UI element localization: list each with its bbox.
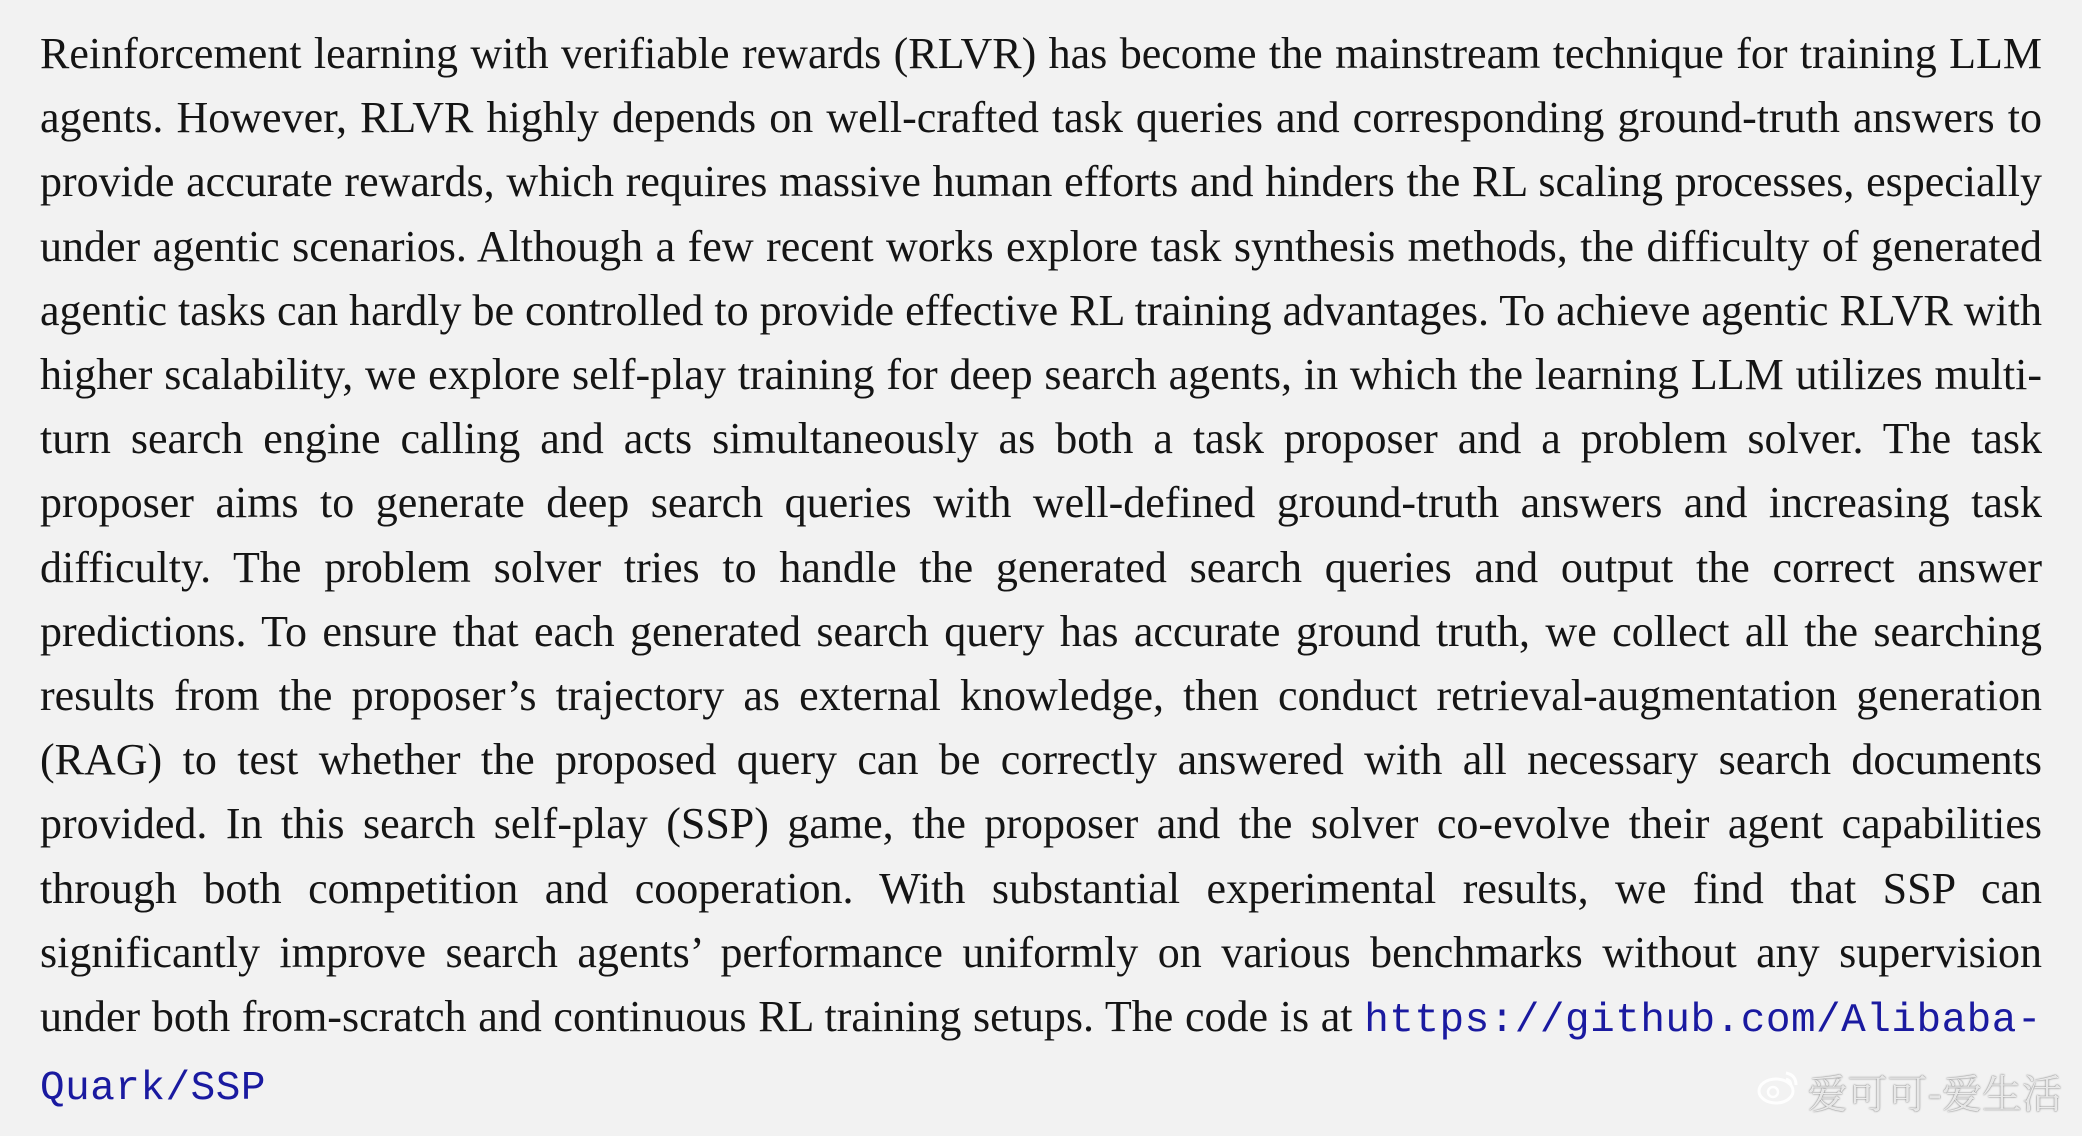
abstract-paragraph	[40, 22, 2042, 1121]
abstract-text: Reinforcement learning with verifiable rewards (RLVR) has become the mainstream technique for training LLM agents. However, RLVR highly depends on well-crafted task queries and corresponding ground-truth answers to provide accurate rewards, which requires massive human efforts and hinders the RL scaling processes, especially under agentic scenarios. Although a few recent works explore task synthesis methods, the difficulty of generated agentic tasks can hardly be controlled to provide effective RL training advantages. To achieve agentic RLVR with higher scalability, we explore self-play training for deep search agents, in which the learning LLM utilizes multi-turn search engine calling and acts simultaneously as both a task proposer and a problem solver. The task proposer aims to generate deep search queries with well-defined ground-truth answers and increasing task difficulty. The problem solver tries to handle the generated search queries and output the correct answer predictions. To ensure that each generated search query has accurate ground truth, we collect all the searching results from the proposer’s trajectory as external knowledge, then conduct retrieval-augmentation generation (RAG) to test whether the proposed query can be correctly answered with all necessary search documents provided. In this search self-play (SSP) game, the proposer and the solver co-evolve their agent capabilities through both competition and cooperation. With substantial experimental results, we find that SSP can significantly improve search agents’ performance uniformly on various benchmarks without any supervision under both from-scratch and continuous RL training setups. The code is at	[40, 29, 2042, 1042]
code-link[interactable]: https://github.com/Alibaba-Quark/SSP	[40, 998, 2042, 1113]
watermark-text: 爱可可-爱生活	[1807, 1072, 2062, 1118]
